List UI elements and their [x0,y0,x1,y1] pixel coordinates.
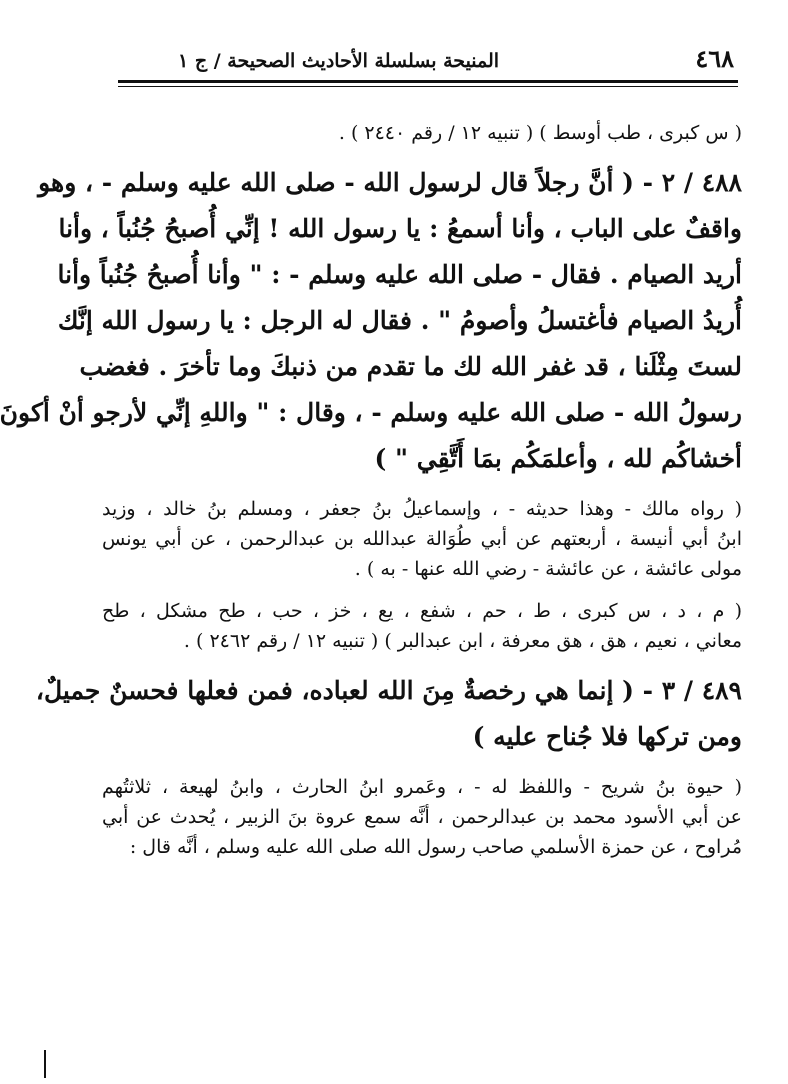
text-line: واقفٌ على الباب ، وأنا أسمعُ : يا رسول الله ! إنِّي أُصبحُ جُنُباً ، وأنا [58,214,742,243]
text-line: ومن تركها فلا جُناح عليه ) [472,722,742,751]
text-line: رسولُ الله - صلى الله عليه وسلم - ، وقال : " واللهِ إنِّي لأرجو أنْ أكونَ [0,398,742,427]
text-line: عن أبي الأسود محمد بن عبدالرحمن ، أنَّه سمع عروة بنَ الزبير ، يُحدث عن أبي [102,806,742,828]
text-line: مُراوح ، عن حمزة الأسلمي صاحب رسول الله صلى الله عليه وسلم ، أنَّه قال : [129,836,742,858]
page-header [118,40,738,78]
text-line: ٤٨٩ / ٣ - ( إنما هي رخصةٌ مِنَ الله لعباده، فمن فعلها فحسنٌ جميلٌ، [35,676,742,705]
text-line: لستَ مِثْلَنا ، قد غفر الله لك ما تقدم من ذنبكَ وما تأخرَ . فغضب [79,352,742,381]
text-line: ( س كبرى ، طب أوسط ) ( تنبيه ١٢ / رقم ٢٤٤٠ ) . [338,122,742,144]
text-line: ٤٨٨ / ٢ - ( أنَّ رجلاً قال لرسول الله - صلى الله عليه وسلم - ، وهو [38,168,742,197]
scan-edge-mark [44,1050,46,1078]
source-note-1 [102,118,742,148]
text-line: أريد الصيام . فقال - صلى الله عليه وسلم - : " وأنا أُصبحُ جُنُباً وأنا [57,260,742,289]
sources-488 [102,596,742,656]
text-line: معاني ، نعيم ، هق ، هق معرفة ، ابن عبدالبر ) ( تنبيه ١٢ / رقم ٢٤٦٢ ) . [183,630,742,652]
hadith-488 [0,160,742,482]
narration-chain-489 [102,772,742,862]
header-rule-thick [118,80,738,83]
narration-chain-488 [102,494,742,584]
header-rule-thin [118,86,738,87]
page-number: ٤٦٨ [695,44,734,73]
text-line: أُريدُ الصيام فأغتسلُ وأصومُ " . فقال له الرجل : يا رسول الله إنَّك [57,306,742,335]
text-line: ابنُ أبي أنيسة ، أربعتهم عن أبي طُوَالة عبدالله بن عبدالرحمن ، عن أبي يونس [102,528,742,550]
page-body [0,118,742,874]
text-line: ( رواه مالك - وهذا حديثه - ، وإسماعيلُ بنُ جعفر ، ومسلم بنُ خالد ، وزيد [102,498,742,520]
text-line: ( حيوة بنُ شريح - واللفظ له - ، وعَمرو ابنُ الحارث ، وابنُ لهيعة ، ثلاثتُهم [102,776,742,798]
running-title: المنيحة بسلسلة الأحاديث الصحيحة / ج ١ [178,50,500,72]
text-line: أخشاكُم لله ، وأعلمَكُم بمَا أَتَّقِي " ) [374,444,742,473]
hadith-489 [35,668,742,760]
text-line: مولى عائشة ، عن عائشة - رضي الله عنها - به ) . [354,558,742,580]
text-line: ( م ، د ، س كبرى ، ط ، حم ، شفع ، يع ، خز ، حب ، طح مشكل ، طح [102,600,742,622]
